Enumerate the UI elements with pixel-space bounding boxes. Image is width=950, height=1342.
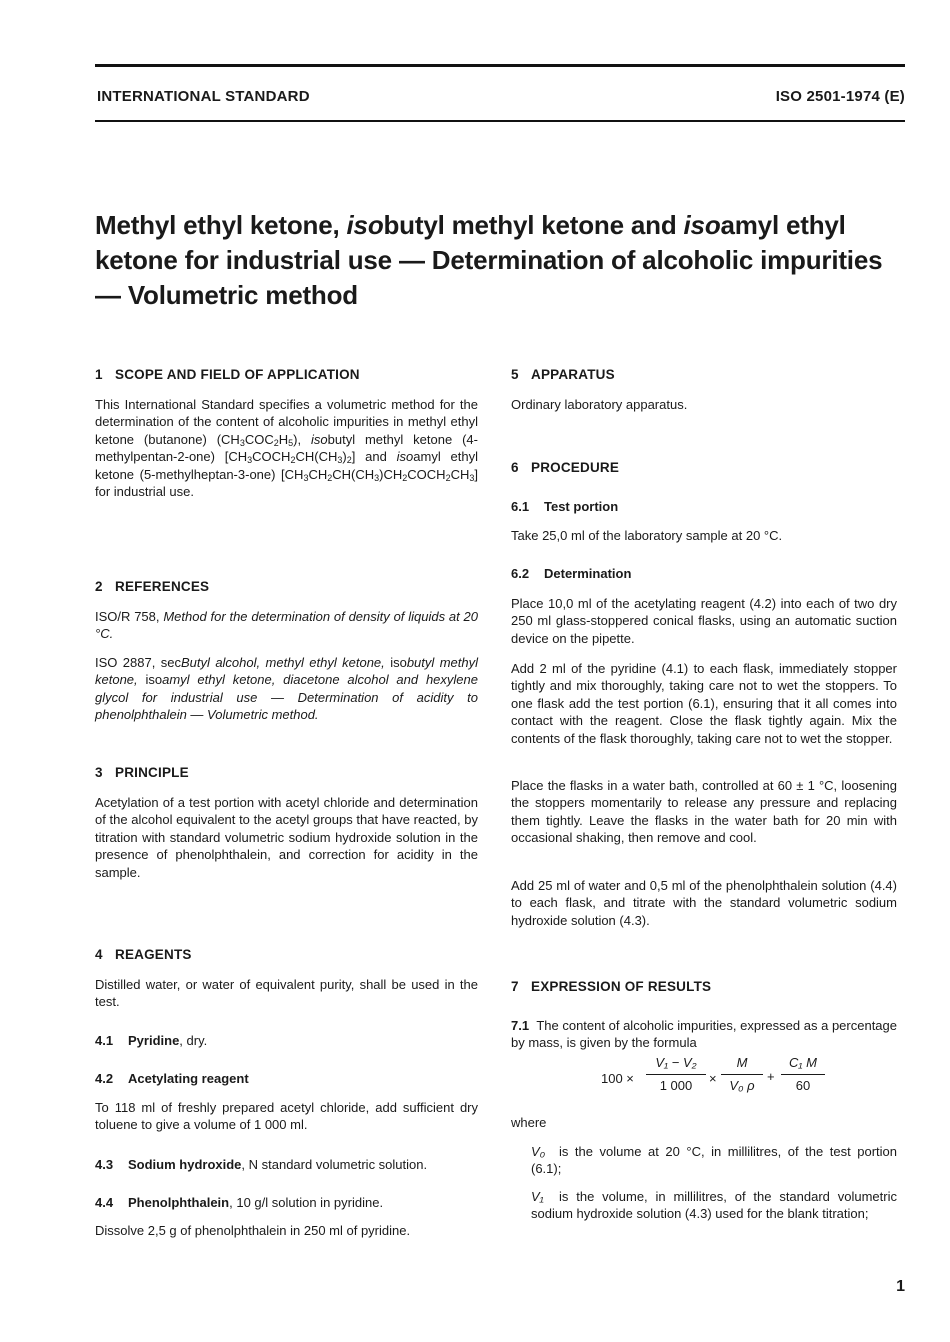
reagent-4-2-text: To 118 ml of freshly prepared acetyl chloride, add sufficient dry toluene to give a volume of 1 000 ml. <box>95 1100 478 1133</box>
document-title <box>95 208 905 313</box>
procedure-6-2-heading: 6.2 Determination <box>511 566 632 581</box>
reagent-4-3: 4.3 Sodium hydroxide, N standard volumetric solution. <box>95 1157 428 1172</box>
reagent-4-2-heading: 4.2 Acetylating reagent <box>95 1071 249 1086</box>
formula-times: × <box>709 1071 717 1086</box>
formula-bar-1 <box>646 1074 706 1075</box>
left-column <box>95 366 478 1246</box>
definition-v0: V₀ is the volume at 20 °C, in millilitres, of the test portion (6.1); <box>531 1144 897 1177</box>
formula-where: where <box>511 1115 547 1130</box>
procedure-6-1-heading: 6.1 Test portion <box>511 499 619 514</box>
section-4-intro: Distilled water, or water of equivalent purity, shall be used in the test. <box>95 977 478 1010</box>
header-standard-label: INTERNATIONAL STANDARD <box>97 88 310 105</box>
section-3-text: Acetylation of a test portion with acetyl chloride and determination of the alcohol equivalent to the acetyl groups that have reacted, by titration with standard volumetric sodium hydroxide solution in the presence of phenolphthalein, and correction for acidity in the sample. <box>95 795 478 880</box>
header-document-code: ISO 2501-1974 (E) <box>775 88 905 105</box>
procedure-6-2-para-2: Add 2 ml of the pyridine (4.1) to each flask, immediately stopper tightly and mix thoroughly, taking care not to wet the stoppers. To one flask add the test portion (6.1), ensuring that it all comes into contact with the reagent. Close the flask tightly again. Mix the contents of the flask thoroughly, taking care not to wet the stopper. <box>511 661 897 746</box>
results-formula <box>601 1056 831 1102</box>
section-3-heading: 3 PRINCIPLE <box>95 765 189 780</box>
formula-numerator-3: C₁ M <box>789 1055 817 1070</box>
definition-v1: V₁ is the volume, in millilitres, of the standard volumetric sodium hydroxide solution (4.3) used for the blank titration; <box>531 1189 897 1222</box>
section-5-heading: 5 APPARATUS <box>511 367 615 382</box>
section-6-heading: 6 PROCEDURE <box>511 460 620 475</box>
reagent-4-4-text: Dissolve 2,5 g of phenolphthalein in 250 ml of pyridine. <box>95 1223 411 1238</box>
page-number: 1 <box>896 1278 905 1295</box>
right-column <box>511 366 897 1246</box>
formula-numerator-1: V₁ − V₂ <box>655 1055 697 1070</box>
formula-prefix: 100 × <box>601 1071 634 1086</box>
title-part-3: amyl ethyl ketone for industrial use — Determination of alcoholic impurities — Volumetric method <box>95 210 883 310</box>
section-7-heading: 7 EXPRESSION OF RESULTS <box>511 979 712 994</box>
title-iso-1: iso <box>346 210 384 240</box>
section-1-text: This International Standard specifies a volumetric method for the determination of the content of alcoholic impurities in methyl ethyl ketone (butanone) $(CH_3COC_2H_5)$, isobutyl methyl ketone (4-methylpentan-2-one) $[CH_3COCH_2CH(CH_3)_2]$ and isoamyl ethyl ketone (5-methylheptan-3-one) $[CH_3CH_2CH(CH_3)CH_2COCH_2CH_3]$ for industrial use. <box>95 397 478 500</box>
header-top-rule <box>95 64 905 67</box>
formula-numerator-2: M <box>736 1055 748 1070</box>
section-5-text: Ordinary laboratory apparatus. <box>511 397 688 412</box>
reagent-4-4: 4.4 Phenolphthalein, 10 g/l solution in pyridine. <box>95 1195 384 1210</box>
section-2-heading: 2 REFERENCES <box>95 579 210 594</box>
formula-denominator-2: V₀ ρ <box>729 1078 755 1093</box>
expression-7-1-text: 7.1 The content of alcoholic impurities, expressed as a percentage by mass, is given by the formula <box>511 1018 897 1051</box>
procedure-6-1-text: Take 25,0 ml of the laboratory sample at 20 °C. <box>511 528 783 543</box>
title-part-2: butyl methyl ketone and <box>383 210 684 240</box>
formula-denominator-1: 1 000 <box>659 1078 693 1093</box>
formula-plus: + <box>767 1069 775 1084</box>
procedure-6-2-para-4: Add 25 ml of water and 0,5 ml of the phenolphthalein solution (4.4) to each flask, and titrate with the standard volumetric sodium hydroxide solution (4.3). <box>511 878 897 928</box>
procedure-6-2-para-3: Place the flasks in a water bath, controlled at 60 ± 1 °C, loosening the stoppers momentarily to release any pressure and replacing them tightly. Leave the flasks in the water bath for 20 min with occasional shaking, then remove and cool. <box>511 778 897 846</box>
section-4-heading: 4 REAGENTS <box>95 947 192 962</box>
title-iso-2: iso <box>683 210 721 240</box>
formula-bar-2 <box>721 1074 763 1075</box>
reagent-4-1: 4.1 Pyridine, dry. <box>95 1033 208 1048</box>
formula-bar-3 <box>781 1074 825 1075</box>
header-bottom-rule <box>95 120 905 122</box>
formula-denominator-3: 60 <box>795 1078 811 1093</box>
reference-iso-2887: ISO 2887, secButyl alcohol, methyl ethyl ketone, isobutyl methyl ketone, isoamyl ethyl ketone, diacetone alcohol and hexylene glycol for industrial use — Determination of acidity to phenolphthalein — Volumetric method. <box>95 655 478 723</box>
procedure-6-2-para-1: Place 10,0 ml of the acetylating reagent (4.2) into each of two dry 250 ml glass-stoppered conical flasks, using an automatic suction device on the pipette. <box>511 596 897 646</box>
title-part-1: Methyl ethyl ketone, <box>95 210 347 240</box>
reference-iso-r-758: ISO/R 758, Method for the determination of density of liquids at 20 °C. <box>95 609 478 642</box>
section-1-heading: 1 SCOPE AND FIELD OF APPLICATION <box>95 367 360 382</box>
